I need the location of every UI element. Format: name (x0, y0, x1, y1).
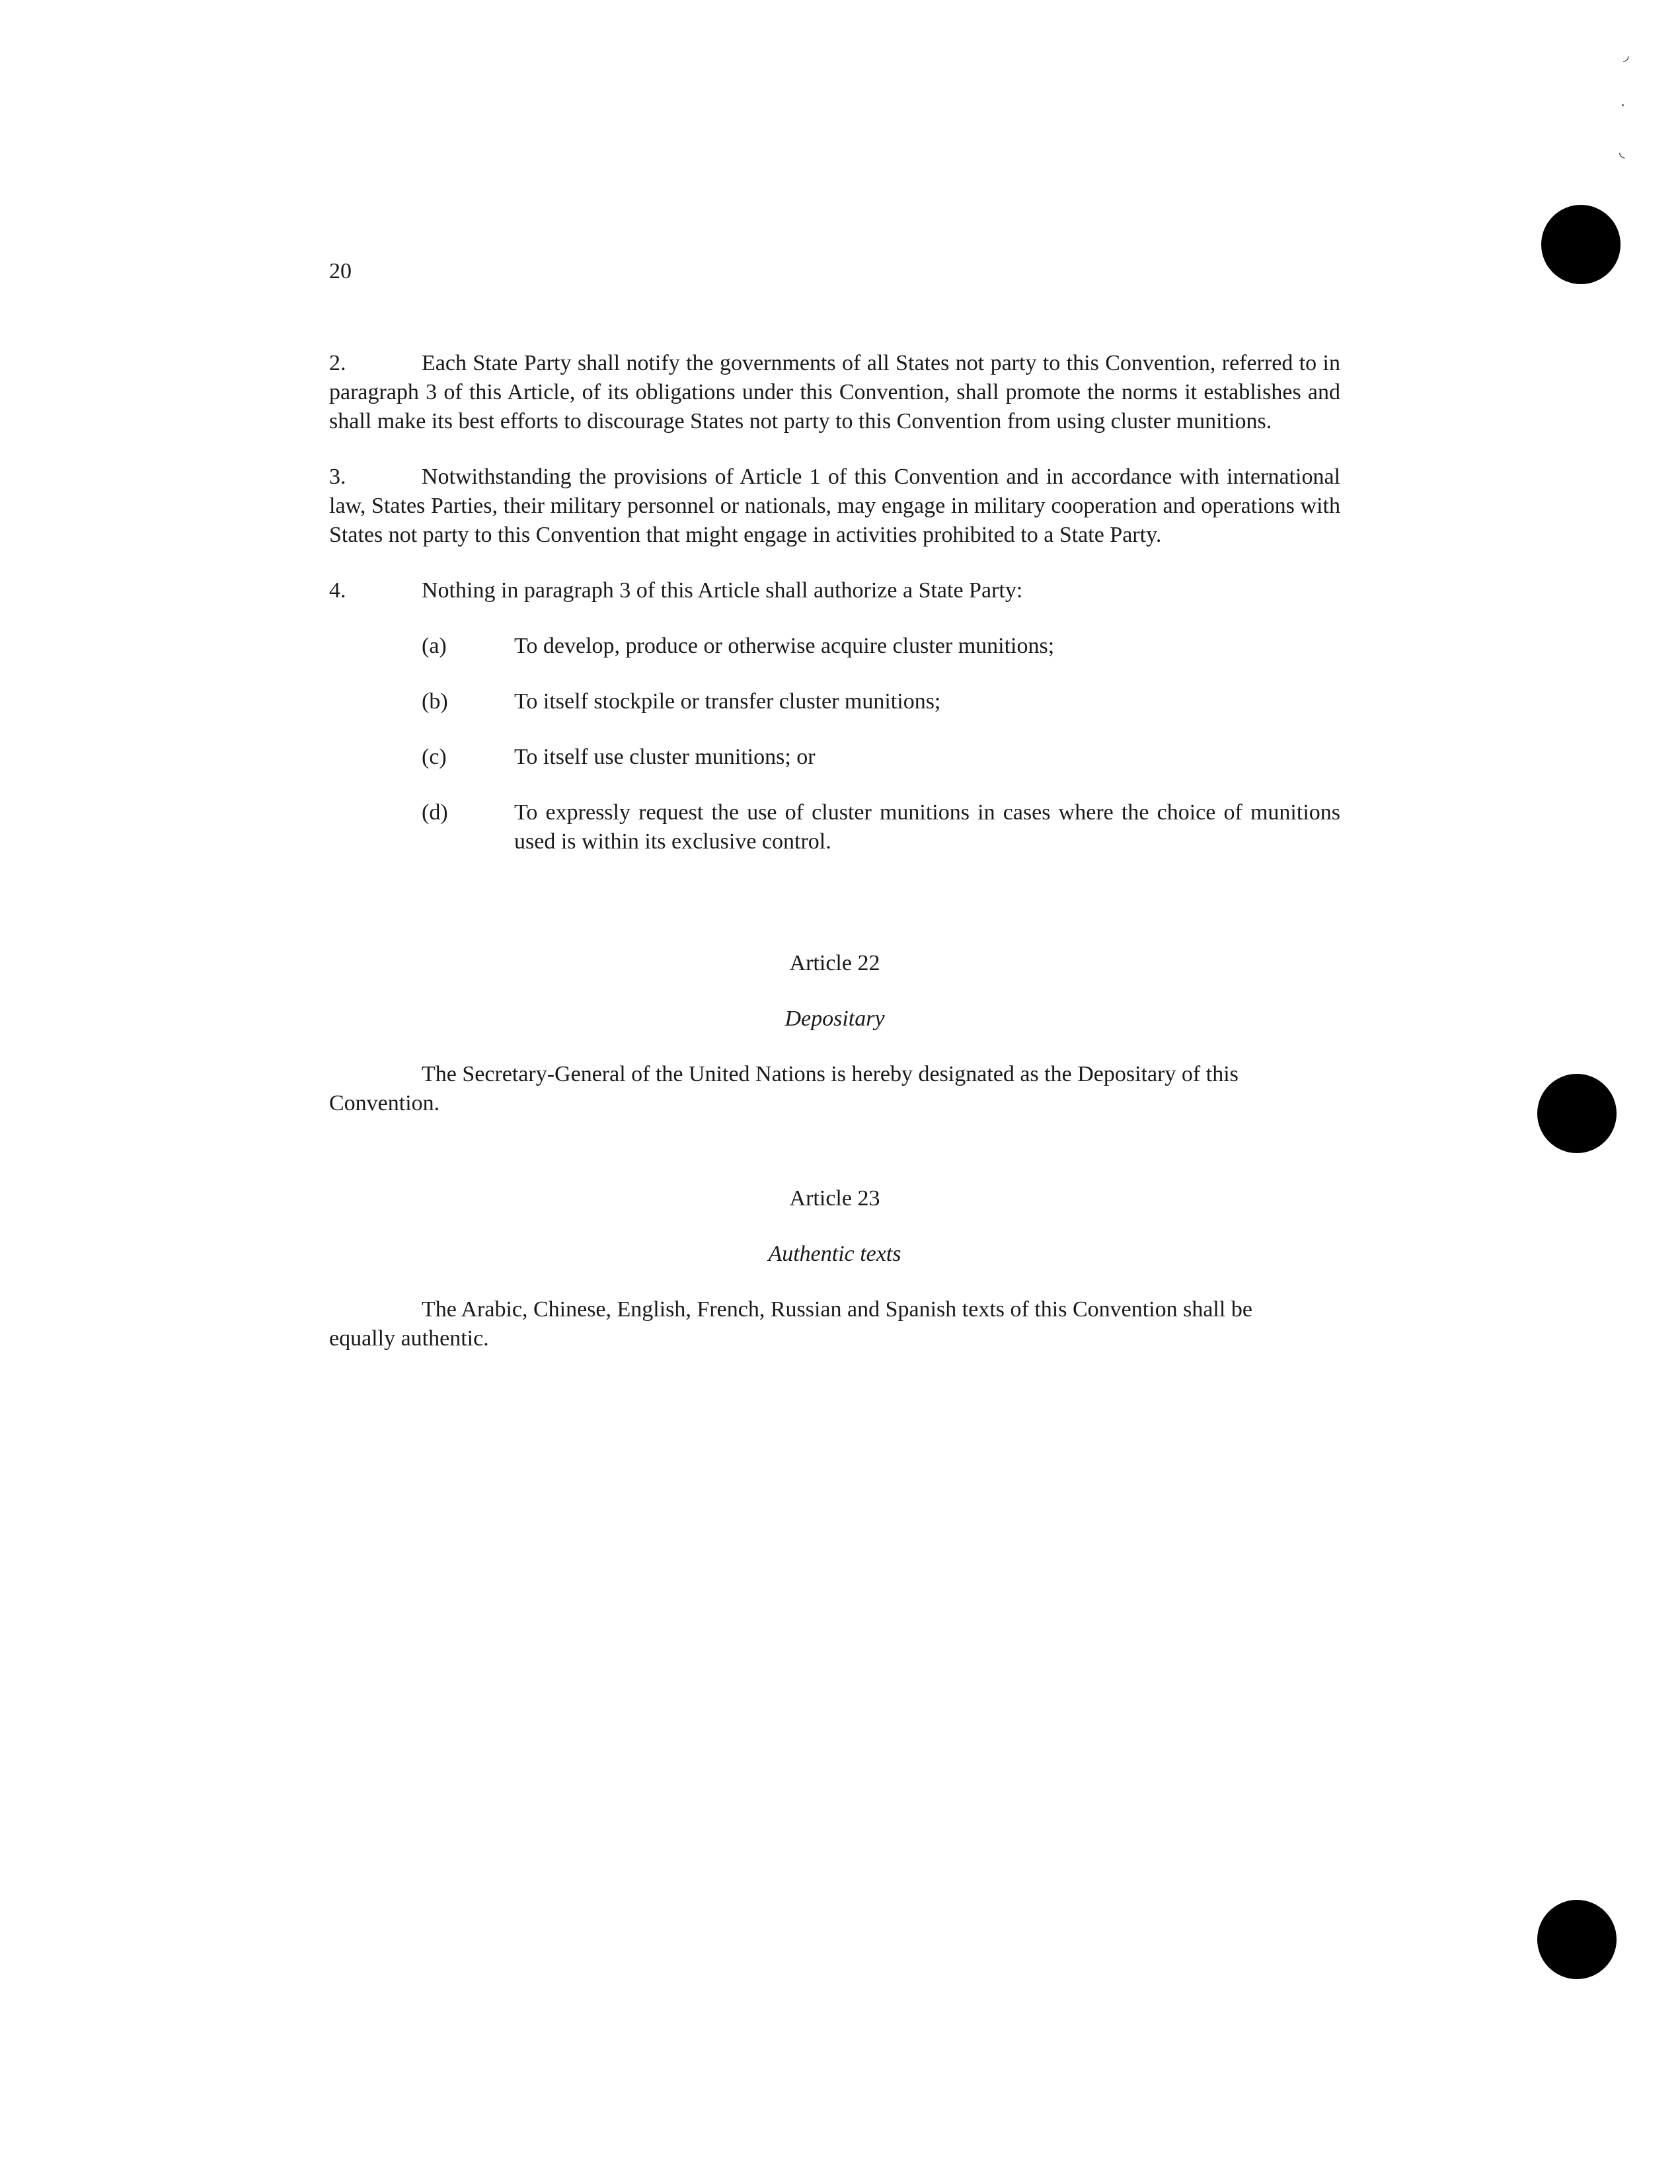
paragraph-2 (329, 349, 1340, 436)
list-item-text: To develop, produce or otherwise acquire cluster munitions; (514, 634, 1055, 658)
paragraph-text: Each State Party shall notify the governments of all States not party to this Convention, referred to in paragraph 3 of this Article, of its obligations under this Convention, shall promote the norms it establishes and shall make its best efforts to discourage States not party to this Convention from using cluster munitions. (329, 351, 1340, 433)
article-22-subtitle: Depositary (784, 1006, 885, 1031)
paragraph-4 (329, 576, 1340, 605)
spacer (329, 883, 1340, 949)
article-22-title: Article 22 (789, 951, 880, 975)
article-23-subtitle: Authentic texts (768, 1242, 901, 1266)
list-item-mark: (c) (422, 745, 447, 769)
list-item-mark: (a) (422, 634, 447, 658)
paragraph-3 (329, 463, 1340, 550)
scan-edge-mark: ◞ (1623, 48, 1629, 64)
punch-hole (1541, 205, 1621, 284)
paragraph-number: 2. (329, 351, 346, 375)
paragraph-text: Nothing in paragraph 3 of this Article shall authorize a State Party: (422, 578, 1023, 603)
spacer (329, 1145, 1340, 1184)
paragraph-number: 3. (329, 465, 346, 489)
list-item-mark: (d) (422, 800, 448, 825)
page-number: 20 (329, 259, 352, 283)
list-item (422, 632, 1340, 661)
list-item (422, 743, 1340, 772)
scan-edge-mark: ◟ (1619, 144, 1625, 161)
article-22-text: The Secretary-General of the United Nations is hereby designated as the Depositary of this Convention. (329, 1062, 1239, 1115)
punch-hole (1537, 1900, 1617, 1979)
list-item (422, 798, 1340, 856)
subitem-list (422, 632, 1340, 856)
document-body (329, 349, 1340, 1380)
punch-hole (1537, 1074, 1617, 1153)
list-item-text: To itself use cluster munitions; or (514, 745, 816, 769)
list-item-mark: (b) (422, 689, 448, 714)
list-item-text: To expressly request the use of cluster munitions in cases where the choice of munitions used is within its exclusive control. (514, 800, 1340, 854)
scan-edge-mark: · (1621, 98, 1625, 114)
paragraph-text: Notwithstanding the provisions of Article 1 of this Convention and in accordance with international law, States Parties, their military personnel or nationals, may engage in military cooperation and operations with States not party to this Convention that might engage in activities prohibited to a State Party. (329, 465, 1340, 547)
article-23-title: Article 23 (789, 1186, 880, 1211)
article-23-text: The Arabic, Chinese, English, French, Russian and Spanish texts of this Convention shall be equally authentic. (329, 1297, 1252, 1351)
list-item-text: To itself stockpile or transfer cluster munitions; (514, 689, 941, 714)
paragraph-number: 4. (329, 578, 346, 603)
list-item (422, 687, 1340, 716)
